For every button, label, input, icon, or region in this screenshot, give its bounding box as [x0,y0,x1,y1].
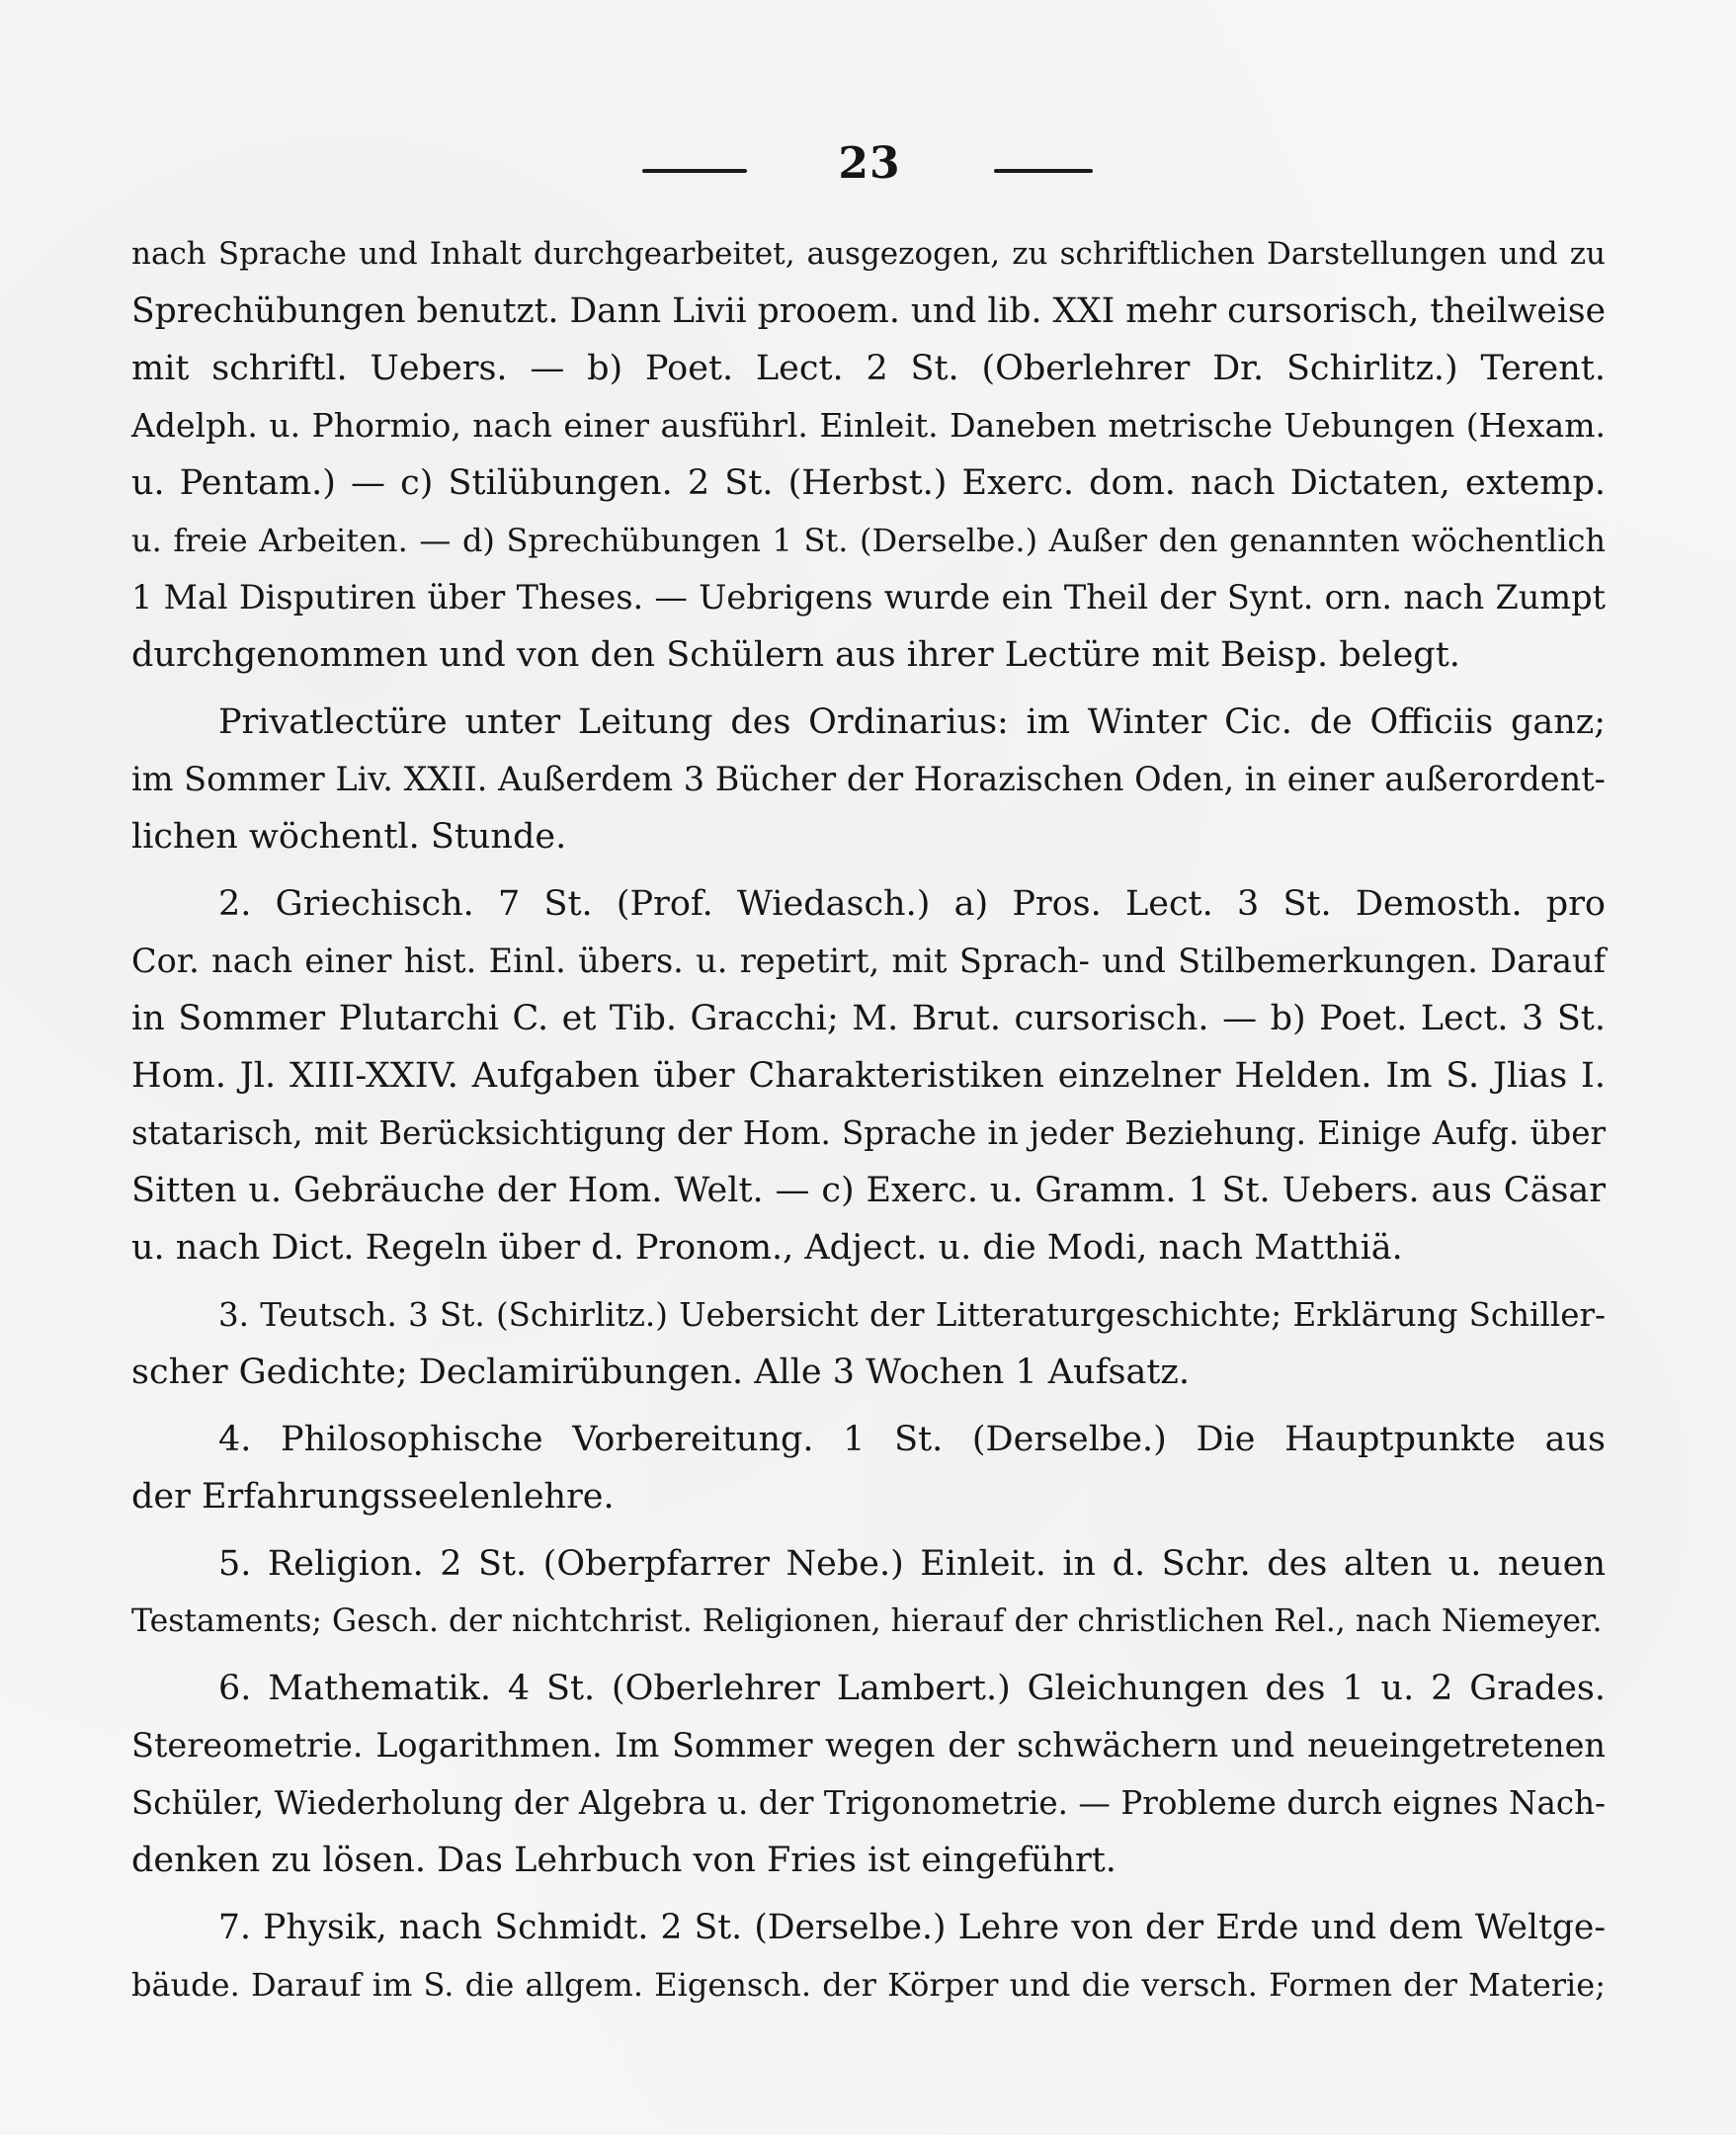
text-line: im Sommer Liv. XXII. Außerdem 3 Bücher der Horazischen Oden, in einer außerordent- [131,760,1606,798]
text-line: 2. Griechisch. 7 St. (Prof. Wiedasch.) a) Pros. Lect. 3 St. Demosth. pro [218,884,1606,924]
text-line: mit schriftl. Uebers. — b) Poet. Lect. 2 St. (Oberlehrer Dr. Schirlitz.) Terent. [131,349,1606,388]
paragraph-mathematik [131,1660,1606,1889]
text-line: Schüler, Wiederholung der Algebra u. der Trigonometrie. — Probleme durch eignes Nach- [131,1784,1606,1822]
paragraph-teutsch [131,1286,1606,1401]
text-line: u. freie Arbeiten. — d) Sprechübungen 1 St. (Derselbe.) Außer den genannten wöchentlich [131,522,1606,559]
paragraph-philosophie [131,1411,1606,1525]
text-line: 7. Physik, nach Schmidt. 2 St. (Derselbe.) Lehre von der Erde und dem Weltge- [218,1908,1606,1947]
page-number: 23 [838,138,901,189]
text-line: bäude. Darauf im S. die allgem. Eigensch. der Körper und die versch. Formen der Materie; [131,1966,1606,2004]
paragraph-religion [131,1535,1606,1650]
paragraph-physik [131,1899,1606,2013]
page-header [0,138,1736,198]
text-line: 6. Mathematik. 4 St. (Oberlehrer Lambert.) Gleichungen des 1 u. 2 Grades. [218,1669,1606,1708]
text-line: nach Sprache und Inhalt durchgearbeitet, ausgezogen, zu schriftlichen Darstellungen und zu [131,236,1606,272]
text-line: scher Gedichte; Declamirübungen. Alle 3 Wochen 1 Aufsatz. [131,1353,1190,1392]
paragraph-griechisch [131,875,1606,1276]
text-line: lichen wöchentl. Stunde. [131,817,567,857]
text-line: Hom. Jl. XIII-XXIV. Aufgaben über Charakteristiken einzelner Helden. Im S. Jlias I. [131,1056,1606,1096]
text-line: statarisch, mit Berücksichtigung der Hom. Sprache in jeder Beziehung. Einige Aufg. über [131,1114,1606,1152]
text-line: 4. Philosophische Vorbereitung. 1 St. (Derselbe.) Die Hauptpunkte aus [218,1420,1606,1459]
body-text [131,225,1606,2023]
text-line: u. nach Dict. Regeln über d. Pronom., Adject. u. die Modi, nach Matthiä. [131,1228,1403,1268]
header-rule-left [642,169,747,173]
text-line: Privatlectüre unter Leitung des Ordinarius: im Winter Cic. de Officiis ganz; [218,702,1606,742]
text-line: Adelph. u. Phormio, nach einer ausführl. Einleit. Daneben metrische Uebungen (Hexam. [131,406,1606,445]
paragraph-privatlectuere [131,694,1606,865]
text-line: Stereometrie. Logarithmen. Im Sommer wegen der schwächern und neueingetretenen [131,1726,1606,1765]
text-line: Testaments; Gesch. der nichtchrist. Religionen, hierauf der christlichen Rel., nach Niemeyer. [131,1603,1603,1639]
text-line: durchgenommen und von den Schülern aus ihrer Lectüre mit Beisp. belegt. [131,635,1460,675]
text-line: 5. Religion. 2 St. (Oberpfarrer Nebe.) Einleit. in d. Schr. des alten u. neuen [218,1544,1606,1584]
text-line: 3. Teutsch. 3 St. (Schirlitz.) Uebersicht der Litteraturgeschichte; Erklärung Schiller- [218,1296,1606,1334]
text-line: Cor. nach einer hist. Einl. übers. u. repetirt, mit Sprach- und Stilbemerkungen. Darauf [131,942,1606,980]
text-line: u. Pentam.) — c) Stilübungen. 2 St. (Herbst.) Exerc. dom. nach Dictaten, extemp. [131,463,1606,503]
text-line: in Sommer Plutarchi C. et Tib. Gracchi; M. Brut. cursorisch. — b) Poet. Lect. 3 St. [131,999,1606,1038]
text-line: Sitten u. Gebräuche der Hom. Welt. — c) Exerc. u. Gramm. 1 St. Uebers. aus Cäsar [131,1171,1606,1210]
text-line: Sprechübungen benutzt. Dann Livii prooem. und lib. XXI mehr cursorisch, theilweise [131,291,1606,331]
text-line: denken zu lösen. Das Lehrbuch von Fries ist eingeführt. [131,1841,1116,1880]
paragraph-latin-continued [131,225,1606,684]
text-line: 1 Mal Disputiren über Theses. — Uebrigens wurde ein Theil der Synt. orn. nach Zumpt [131,578,1606,616]
text-line: der Erfahrungsseelenlehre. [131,1477,615,1517]
header-rule-right [994,169,1093,173]
